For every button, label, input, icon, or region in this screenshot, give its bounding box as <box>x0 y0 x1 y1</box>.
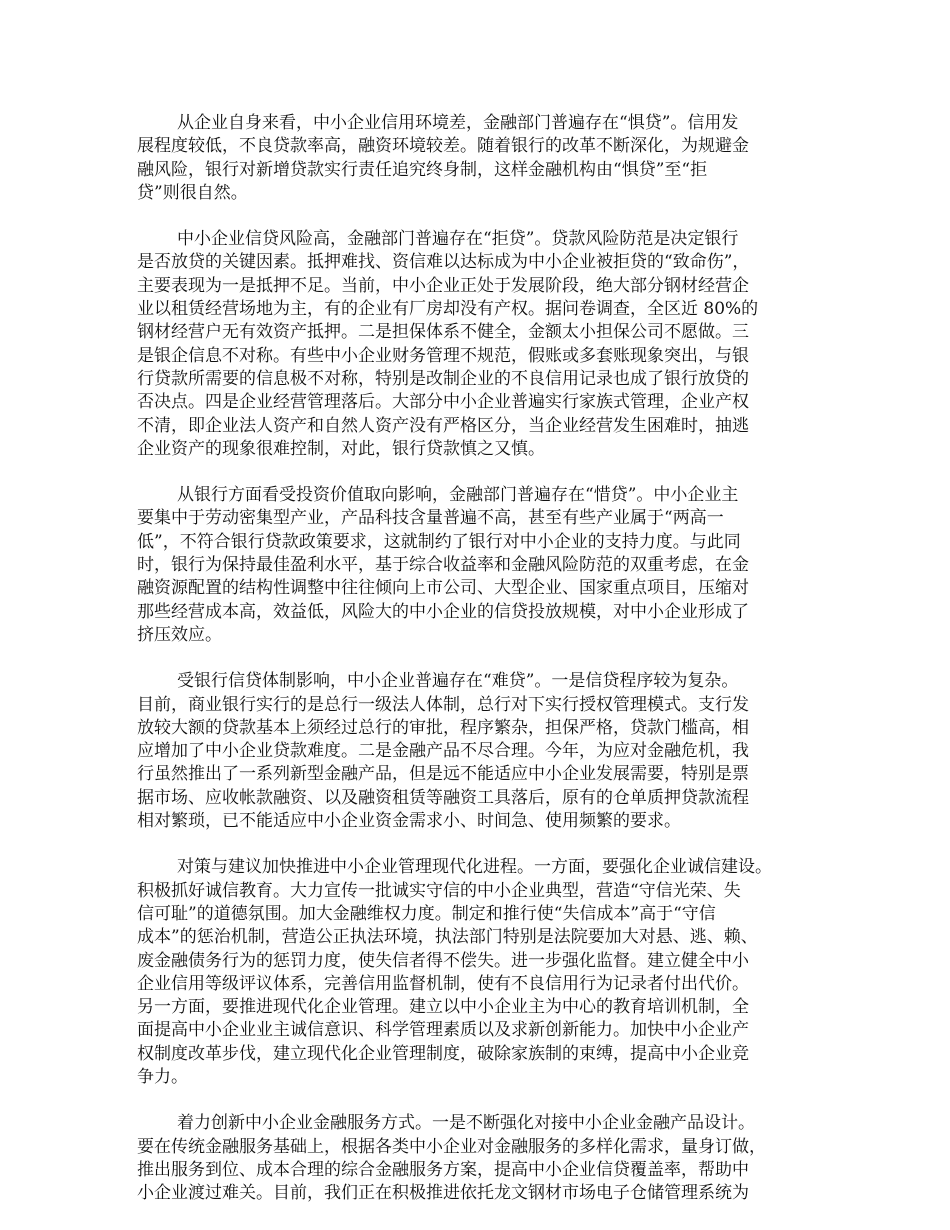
text-line: 放较大额的贷款基本上须经过总行的审批，程序繁杂，担保严格，贷款门槛高，相 <box>137 717 749 738</box>
text-line: 废金融债务行为的惩罚力度，使失信者得不偿失。进一步强化监督。建立健全中小 <box>137 950 749 971</box>
paragraph <box>137 1112 827 1205</box>
text-line: 行贷款所需要的信息极不对称，特别是改制企业的不良信用记录也成了银行放贷的 <box>137 368 749 389</box>
text-line: 企业资产的现象很难控制，对此，银行贷款慎之又慎。 <box>137 438 545 459</box>
text-line: 受银行信贷体制影响，中小企业普遍存在“难贷”。一是信贷程序较为复杂。 <box>177 671 739 692</box>
text-line: 争力。 <box>137 1066 188 1087</box>
text-line: 另一方面，要推进现代化企业管理。建立以中小企业主为中心的教育培训机制，全 <box>137 997 749 1018</box>
paragraph <box>137 228 827 461</box>
text-line: 推出服务到位、成本合理的综合金融服务方案，提高中小企业信贷覆盖率，帮助中 <box>137 1159 749 1180</box>
text-line: 那些经营成本高，效益低，风险大的中小企业的信贷投放规模，对中小企业形成了 <box>137 601 749 622</box>
paragraph <box>137 856 827 1089</box>
text-line: 面提高中小企业业主诚信意识、科学管理素质以及求新创新能力。加快中小企业产 <box>137 1020 749 1041</box>
paragraph <box>137 670 827 833</box>
text-line: 成本”的惩治机制，营造公正执法环境，执法部门特别是法院要加大对悬、逃、赖、 <box>137 927 758 948</box>
text-line: 时，银行为保持最佳盈利水平，基于综合收益率和金融风险防范的双重考虑，在金 <box>137 555 749 576</box>
text-line: 融资源配置的结构性调整中往往倾向上市公司、大型企业、国家重点项目，压缩对 <box>137 578 749 599</box>
text-line: 展程度较低，不良贷款率高，融资环境较差。随着银行的改革不断深化，为规避金 <box>137 136 749 157</box>
text-line: 应增加了中小企业贷款难度。二是金融产品不尽合理。今年，为应对金融危机，我 <box>137 741 749 762</box>
text-line: 否决点。四是企业经营管理落后。大部分中小企业普遍实行家族式管理，企业产权 <box>137 392 749 413</box>
text-line: 相对繁琐，已不能适应中小企业资金需求小、时间急、使用频繁的要求。 <box>137 811 681 832</box>
text-line: 是银企信息不对称。有些中小企业财务管理不规范，假账或多套账现象突出，与银 <box>137 345 749 366</box>
text-line: 业以租赁经营场地为主，有的企业有厂房却没有产权。据问卷调查，全区近 80%的 <box>137 299 759 320</box>
text-line: 对策与建议加快推进中小企业管理现代化进程。一方面，要强化企业诚信建设。 <box>177 857 772 878</box>
text-line: 目前，商业银行实行的是总行一级法人体制，总行对下实行授权管理模式。支行发 <box>137 694 749 715</box>
text-line: 要在传统金融服务基础上，根据各类中小企业对金融服务的多样化需求，量身订做， <box>137 1136 766 1157</box>
text-line: 信可耻”的道德氛围。加大金融维权力度。制定和推行使“失信成本”高于“守信 <box>137 903 716 924</box>
text-line: 要集中于劳动密集型产业，产品科技含量普遍不高，甚至有些产业属于“两高一 <box>137 508 724 529</box>
text-line: 从银行方面看受投资价值取向影响，金融部门普遍存在“惜贷”。中小企业主 <box>177 485 739 506</box>
text-line: 贷”则很自然。 <box>137 182 248 203</box>
document-body <box>137 112 827 1228</box>
text-line: 是否放贷的关键因素。抵押难找、资信难以达标成为中小企业被拒贷的“致命伤”， <box>137 252 750 273</box>
paragraph <box>137 112 827 205</box>
text-line: 不清，即企业法人资产和自然人资产没有严格区分，当企业经营发生困难时，抽逃 <box>137 415 749 436</box>
text-line: 挤压效应。 <box>137 624 222 645</box>
text-line: 权制度改革步伐，建立现代化企业管理制度，破除家族制的束缚，提高中小企业竞 <box>137 1043 749 1064</box>
text-line: 企业信用等级评议体系，完善信用监督机制，使有不良信用行为记录者付出代价。 <box>137 973 749 994</box>
text-line: 积极抓好诚信教育。大力宣传一批诚实守信的中小企业典型，营造“守信光荣、失 <box>137 880 741 901</box>
paragraph <box>137 484 827 647</box>
text-line: 主要表现为一是抵押不足。当前，中小企业正处于发展阶段，绝大部分钢材经营企 <box>137 275 749 296</box>
text-line: 中小企业信贷风险高，金融部门普遍存在“拒贷”。贷款风险防范是决定银行 <box>177 229 739 250</box>
text-line: 低”，不符合银行贷款政策要求，这就制约了银行对中小企业的支持力度。与此同 <box>137 531 741 552</box>
text-line: 据市场、应收帐款融资、以及融资租赁等融资工具落后，原有的仓单质押贷款流程 <box>137 787 749 808</box>
text-line: 行虽然推出了一系列新型金融产品，但是远不能适应中小企业发展需要，特别是票 <box>137 764 749 785</box>
text-line: 小企业渡过难关。目前，我们正在积极推进依托龙文钢材市场电子仓储管理系统为 <box>137 1183 749 1204</box>
text-line: 融风险，银行对新增贷款实行责任追究终身制，这样金融机构由“惧贷”至“拒 <box>137 159 708 180</box>
text-line: 从企业自身来看，中小企业信用环境差，金融部门普遍存在“惧贷”。信用发 <box>177 113 739 133</box>
text-line: 着力创新中小企业金融服务方式。一是不断强化对接中小企业金融产品设计。 <box>177 1113 755 1134</box>
text-line: 钢材经营户无有效资产抵押。二是担保体系不健全，金额太小担保公司不愿做。三 <box>137 322 749 343</box>
